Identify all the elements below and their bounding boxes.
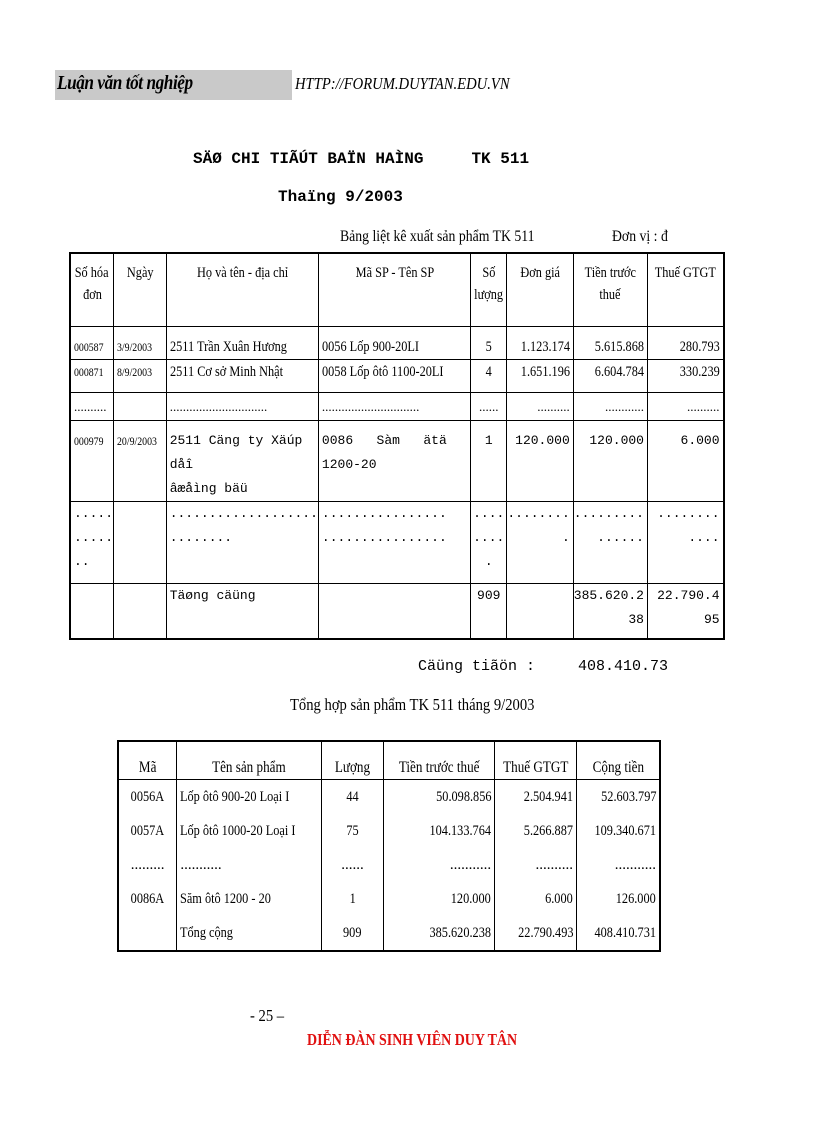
table-row (70, 360, 724, 393)
cell-vat: 6.000 (495, 882, 577, 916)
cell-invoice: 000587 (70, 327, 114, 360)
product-summary-table (117, 740, 661, 952)
cell-vat: 6.000 (647, 421, 723, 502)
cell-date (114, 584, 167, 639)
cell-invoice: 000871 (70, 360, 114, 393)
col-vat: Thuế GTGT (495, 741, 577, 780)
cell-product: 0058 Lốp ôtô 1100-20LI (318, 360, 470, 393)
cell-qty: .... .... . (471, 502, 507, 584)
cell-qty: 5 (471, 327, 507, 360)
table-row (70, 421, 724, 502)
cell-name: Săm ôtô 1200 - 20 (177, 882, 322, 916)
cell-pre-tax: ............ (573, 393, 647, 421)
cell-total-label: Täøng cäüng (166, 584, 318, 639)
table-total-row (70, 584, 724, 639)
cell-invoice: .......... (70, 393, 114, 421)
cell-date (114, 502, 167, 584)
col-pre-tax: Tiền trước thuế (573, 253, 647, 327)
cell-date: 3/9/2003 (114, 327, 167, 360)
col-total: Cộng tiền (577, 741, 661, 780)
cell-date (114, 393, 167, 421)
table-row (118, 780, 660, 815)
cell-grand-total: 408.410.731 (577, 916, 661, 951)
cell-total-vat: 22.790.493 (495, 916, 577, 951)
cell-invoice: 000979 (70, 421, 114, 502)
cell-total-qty: 909 (471, 584, 507, 639)
cell-pre-tax: 5.615.868 (573, 327, 647, 360)
ledger-title: SÄØ CHI TIÃÚT BAÏN HAÌNG TK 511 (193, 150, 530, 168)
cell-name: Lốp ôtô 900-20 Loại I (177, 780, 322, 815)
cell-code (118, 916, 177, 951)
cell-qty: ...... (471, 393, 507, 421)
sales-detail-table (69, 252, 725, 640)
cell-vat: 280.793 (647, 327, 723, 360)
cell-total: 109.340.671 (577, 814, 661, 848)
table2-caption: Tổng hợp sản phẩm TK 511 tháng 9/2003 (290, 695, 535, 714)
cell-vat: 5.266.887 (495, 814, 577, 848)
col-quantity: Số lượng (471, 253, 507, 327)
table-row-ellipsis (118, 848, 660, 882)
cell-customer: ................... ........ (166, 502, 318, 584)
col-pre-tax: Tiền trước thuế (383, 741, 494, 780)
cell-pre-tax: 50.098.856 (383, 780, 494, 815)
cell-unit-price: 1.123.174 (507, 327, 573, 360)
cell-total-label: Tổng cộng (177, 916, 322, 951)
cell-code: 0086A (118, 882, 177, 916)
cell-name: Lốp ôtô 1000-20 Loại I (177, 814, 322, 848)
cell-date: 8/9/2003 (114, 360, 167, 393)
table-header-row (70, 253, 724, 327)
cell-total: 126.000 (577, 882, 661, 916)
cell-unit-price: .......... (507, 393, 573, 421)
table1-caption: Bảng liệt kê xuất sản phẩm TK 511 (340, 228, 535, 245)
cell-product: .............................. (318, 393, 470, 421)
cell-pre-tax: ........... (383, 848, 494, 882)
cell-vat: 330.239 (647, 360, 723, 393)
cell-invoice: ..... ..... .. (70, 502, 114, 584)
cell-pre-tax: 120.000 (573, 421, 647, 502)
cell-pre-tax: 120.000 (383, 882, 494, 916)
table-header-row (118, 741, 660, 780)
ledger-month: Thaïng 9/2003 (278, 188, 403, 206)
cell-pre-tax: 6.604.784 (573, 360, 647, 393)
cell-pre-tax: 104.133.764 (383, 814, 494, 848)
grand-total-label: Cäüng tiãön : (418, 658, 536, 675)
col-date: Ngày (114, 253, 167, 327)
cell-qty: 1 (471, 421, 507, 502)
cell-unit-price: 120.000 (507, 421, 573, 502)
col-customer: Họ và tên - địa chỉ (166, 253, 318, 327)
table-row-ellipsis (70, 502, 724, 584)
cell-code: 0056A (118, 780, 177, 815)
col-invoice-no: Số hóa đơn (70, 253, 114, 327)
col-product-name: Tên sản phẩm (177, 741, 322, 780)
cell-qty: 44 (322, 780, 384, 815)
forum-footer: DIỄN ĐÀN SINH VIÊN DUY TÂN (307, 1030, 518, 1049)
cell-qty: ...... (322, 848, 384, 882)
table-row (118, 814, 660, 848)
cell-product: ................ ................ (318, 502, 470, 584)
cell-total: 52.603.797 (577, 780, 661, 815)
cell-vat: .......... (647, 393, 723, 421)
cell-total-pre-tax: 385.620.238 (383, 916, 494, 951)
cell-total-pre-tax: 385.620.2 38 (573, 584, 647, 639)
table-total-row (118, 916, 660, 951)
cell-total-qty: 909 (322, 916, 384, 951)
cell-name: ........... (177, 848, 322, 882)
col-quantity: Lượng (322, 741, 384, 780)
cell-total: ........... (577, 848, 661, 882)
cell-invoice (70, 584, 114, 639)
cell-vat: ........ .... (647, 502, 723, 584)
cell-qty: 1 (322, 882, 384, 916)
cell-customer: 2511 Trần Xuân Hương (166, 327, 318, 360)
cell-total-vat: 22.790.4 95 (647, 584, 723, 639)
col-vat: Thuế GTGT (647, 253, 723, 327)
cell-pre-tax: ......... ...... (573, 502, 647, 584)
cell-unit-price (507, 584, 573, 639)
currency-unit: Đơn vị : đ (612, 228, 668, 245)
cell-unit-price: ........ . (507, 502, 573, 584)
table-row (70, 327, 724, 360)
table-row (118, 882, 660, 916)
header-forum-url[interactable]: HTTP://FORUM.DUYTAN.EDU.VN (295, 74, 510, 93)
cell-customer: 2511 Cơ sở Minh Nhật (166, 360, 318, 393)
col-product: Mã SP - Tên SP (318, 253, 470, 327)
grand-total-value: 408.410.73 (578, 658, 669, 675)
cell-customer: .............................. (166, 393, 318, 421)
header-thesis-title: Luận văn tốt nghiệp (57, 72, 193, 94)
cell-vat: 2.504.941 (495, 780, 577, 815)
cell-date: 20/9/2003 (114, 421, 167, 502)
cell-product (318, 584, 470, 639)
page-number: - 25 – (250, 1006, 285, 1025)
cell-vat: .......... (495, 848, 577, 882)
cell-customer: 2511 Cäng ty Xäúp dåî âæåìng bäü (166, 421, 318, 502)
col-unit-price: Đơn giá (507, 253, 573, 327)
cell-unit-price: 1.651.196 (507, 360, 573, 393)
cell-product: 0056 Lốp 900-20LI (318, 327, 470, 360)
table-row-ellipsis (70, 393, 724, 421)
cell-product: 0086 Sàm ätä 1200-20 (318, 421, 470, 502)
cell-code: 0057A (118, 814, 177, 848)
col-code: Mã (118, 741, 177, 780)
cell-qty: 4 (471, 360, 507, 393)
cell-code: ......... (118, 848, 177, 882)
cell-qty: 75 (322, 814, 384, 848)
